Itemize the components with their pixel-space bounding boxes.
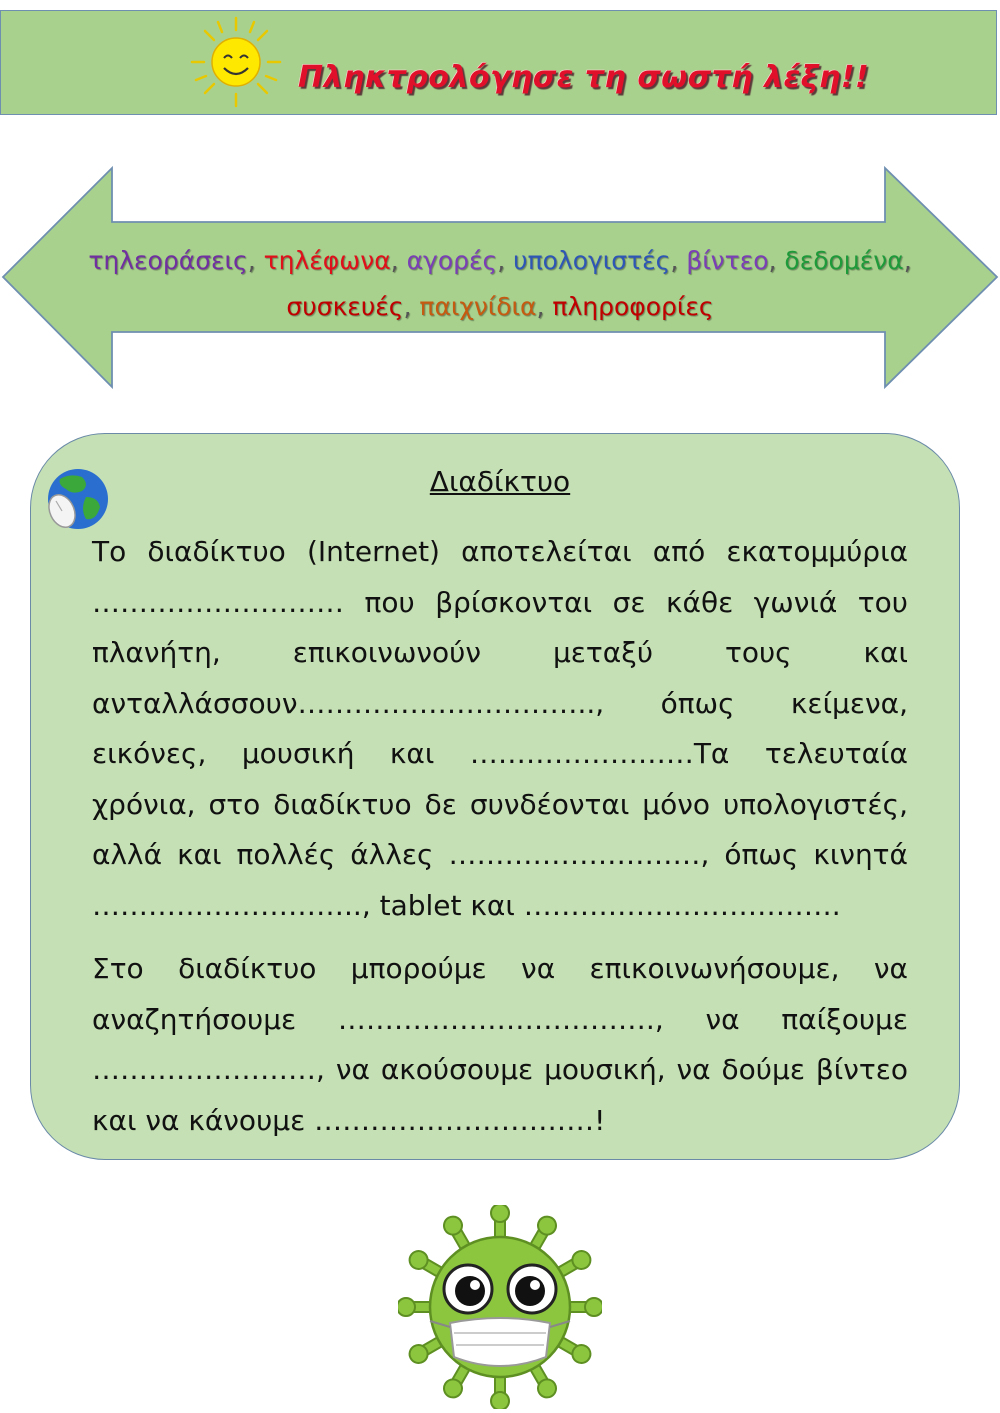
word-bank: τηλεοράσεις, τηλέφωνα, αγορές, υπολογιστές, βίντεο, δεδομένα, συσκευές, παιχνίδια, πληροφορίες [88, 246, 912, 321]
paragraph-1: Το διαδίκτυο (Internet) αποτελείται από εκατομμύρια ……………………… που βρίσκονται σε κάθε γωνιά του πλανήτη, επικοινωνούν μεταξύ τους και ανταλλάσσουν………………………….., όπως κείμενα, εικόνες, μουσική και ……………………Τα τελευταία χρόνια, στο διαδίκτυο δε συνδέονται μόνο υπολογιστές, αλλά και πολλές άλλες ………………………, όπως κινητά ……………………….., tablet και ……………………………. [92, 535, 908, 922]
word-bank-item: παιχνίδια [419, 292, 537, 321]
word-bank-item: πληροφορίες [552, 292, 714, 321]
word-bank-item: δεδομένα [784, 246, 904, 275]
blank-field[interactable]: ……………………… [92, 585, 344, 619]
blank-field[interactable]: ……………………………. [523, 888, 841, 922]
sun-icon [188, 14, 284, 110]
blank-field[interactable]: ………………………… [314, 1103, 595, 1137]
blank-field[interactable]: ……………………….. [92, 888, 362, 922]
blank-field[interactable]: …………………… [92, 1053, 316, 1086]
blank-field[interactable]: ……………………………. [337, 1002, 655, 1036]
card-title: Διαδίκτυο [429, 465, 571, 498]
blank-field[interactable]: …………………… [469, 737, 694, 770]
blank-field[interactable]: ……………………… [448, 838, 701, 871]
virus-mascot-icon [398, 1205, 602, 1409]
word-bank-item: αγορές [406, 246, 498, 275]
word-bank-item: συσκευές [286, 292, 404, 321]
word-bank-item: τηλεοράσεις [88, 246, 248, 275]
page-title: Πληκτρολόγησε τη σωστή λέξη!! [298, 60, 870, 95]
word-bank-item: τηλέφωνα [263, 246, 391, 275]
word-bank-item: υπολογιστές [513, 246, 671, 275]
blank-field[interactable]: ………………………….. [297, 686, 596, 720]
paragraph-2: Στο διαδίκτυο μπορούμε να επικοινωνήσουμε, να αναζητήσουμε ……………………………., να παίξουμε ……………………, να ακούσουμε μουσική, να δούμε βίντεο και να κάνουμε …………………………! [92, 952, 909, 1137]
word-bank-item: βίντεο [686, 246, 769, 275]
